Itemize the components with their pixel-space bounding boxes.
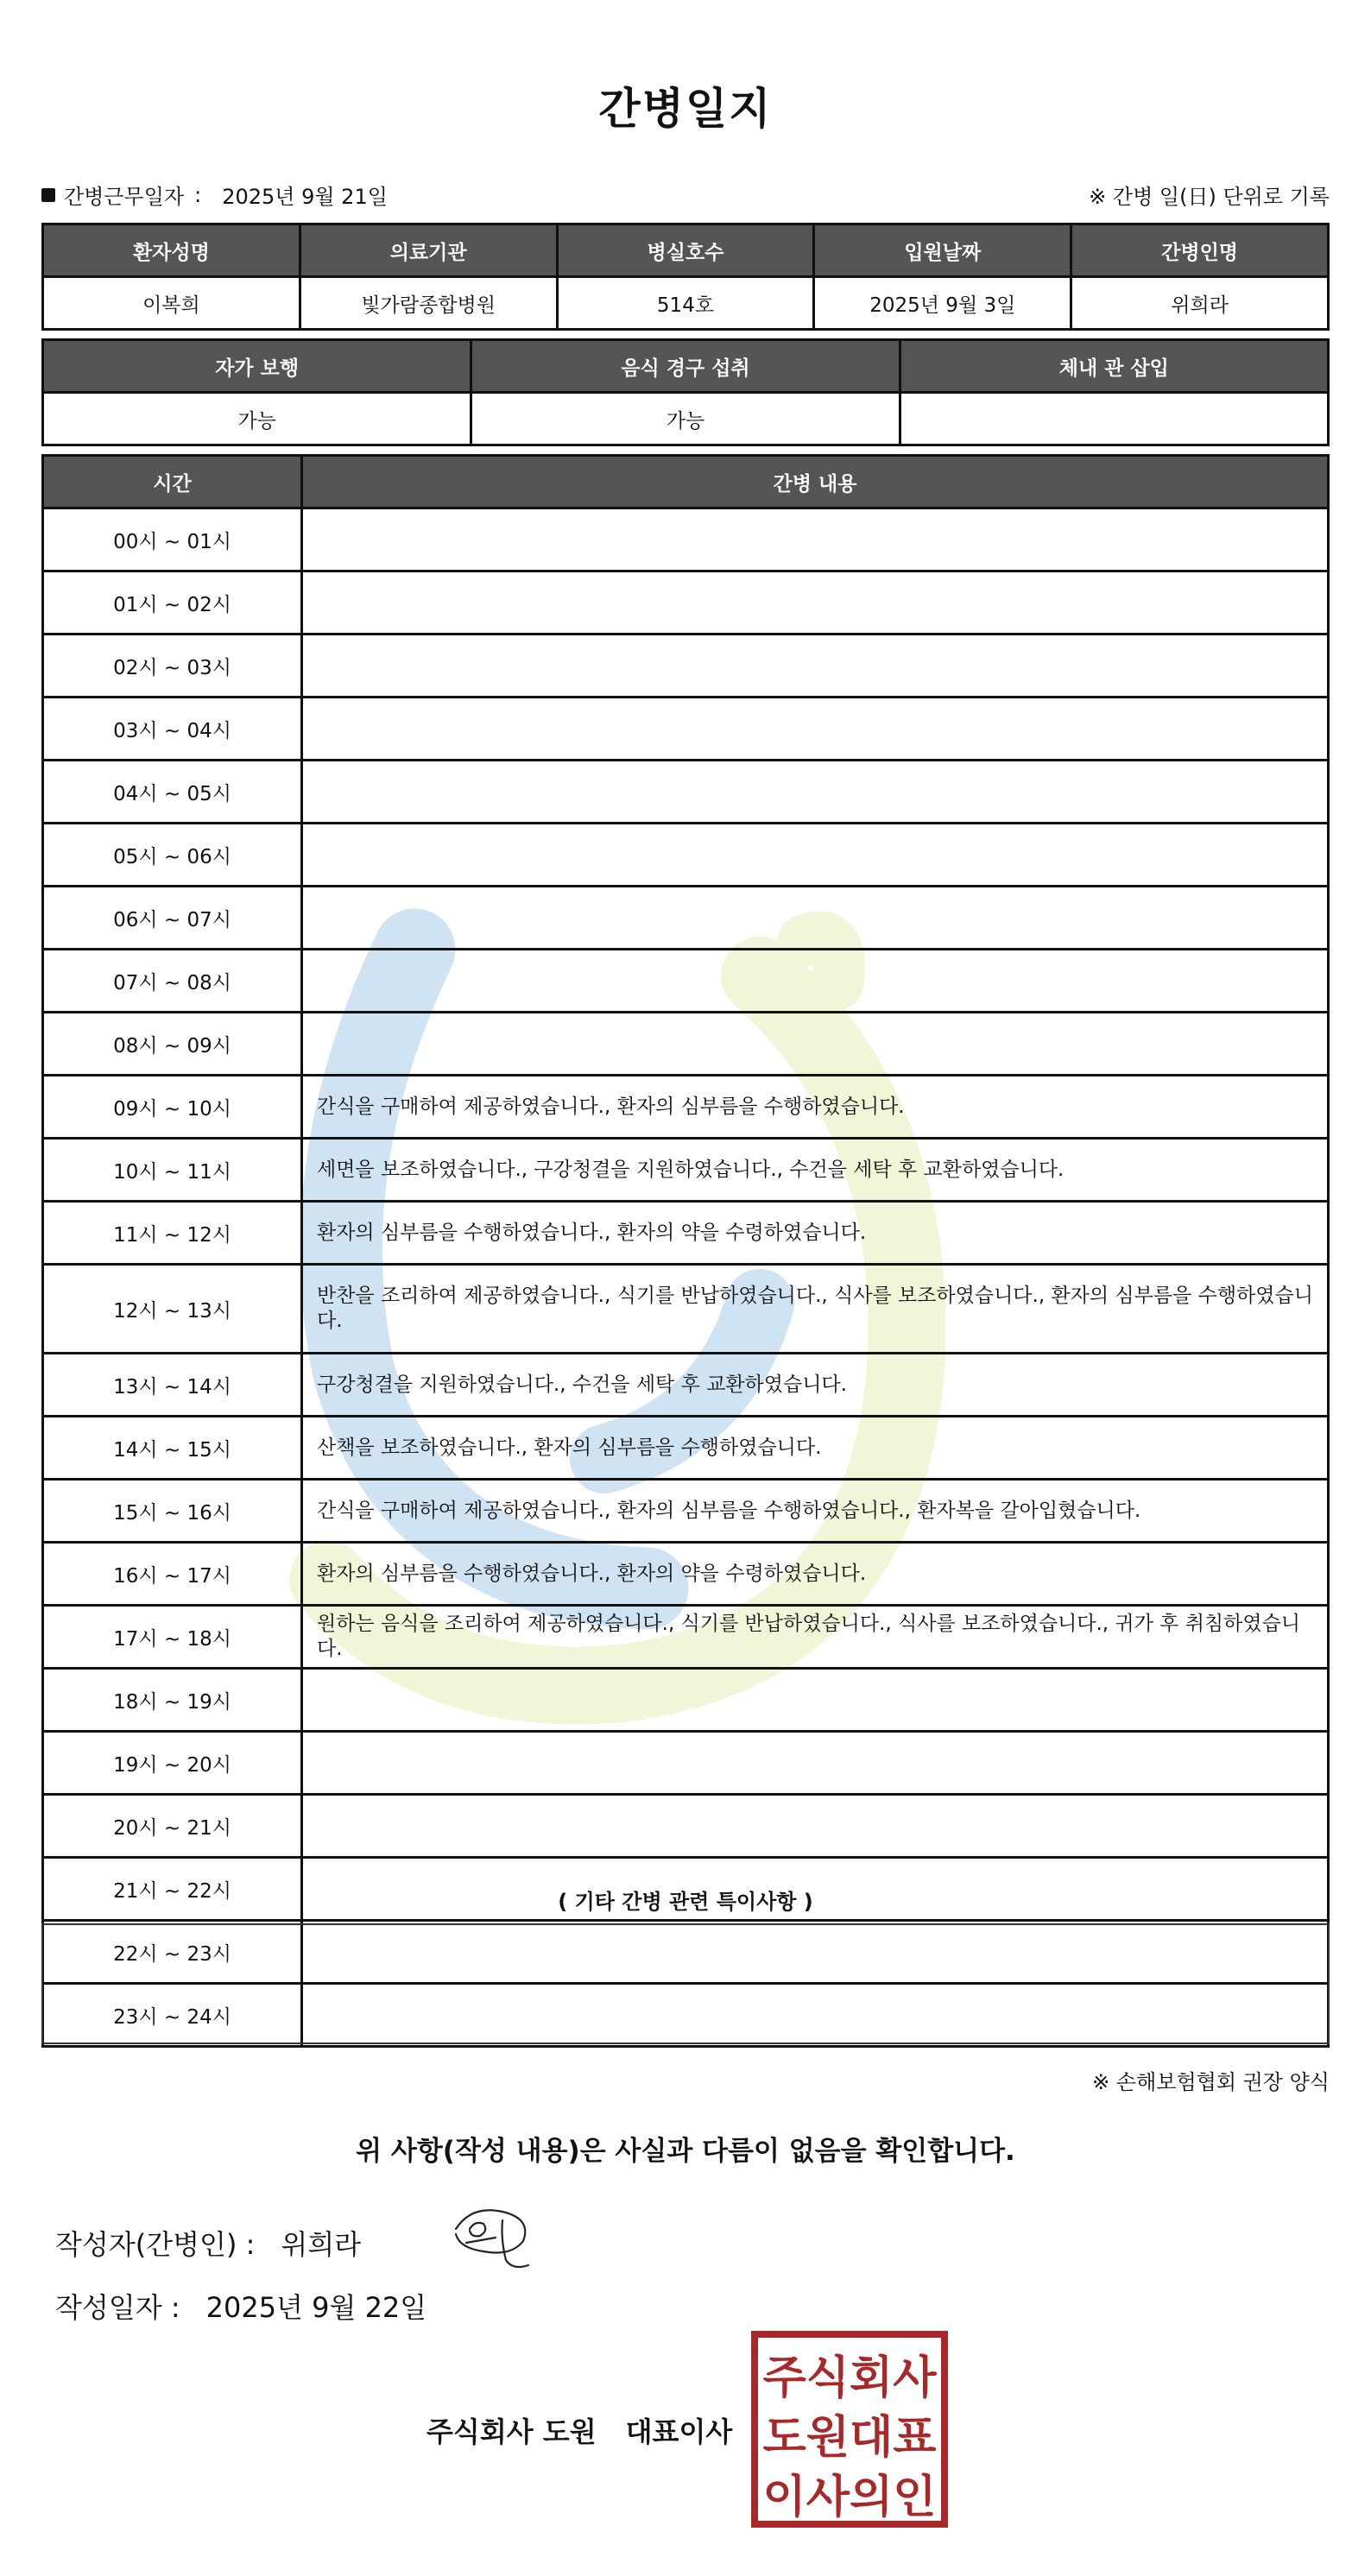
- self-walking-value: 가능: [43, 393, 471, 445]
- table-row: [43, 1795, 1329, 1858]
- handwritten-signature: [445, 2200, 540, 2277]
- table-row: [43, 1543, 1329, 1606]
- written-date-line: [55, 2286, 426, 2326]
- company-line: [426, 2410, 732, 2450]
- care-log-table: [41, 454, 1330, 2048]
- admission-date: 2025년 9월 3일: [814, 277, 1071, 330]
- time-cell: 19시 ~ 20시: [43, 1732, 302, 1795]
- company-name: 주식회사 도원: [426, 2415, 597, 2448]
- time-cell: 16시 ~ 17시: [43, 1543, 302, 1606]
- writer-line: [55, 2223, 361, 2263]
- table-row: [43, 571, 1329, 635]
- time-cell: 01시 ~ 02시: [43, 571, 302, 635]
- table-row: [43, 1076, 1329, 1139]
- time-cell: 20시 ~ 21시: [43, 1795, 302, 1858]
- written-date-value: 2025년 9월 22일: [205, 2291, 427, 2324]
- confirmation-statement: 위 사항(작성 내용)은 사실과 다름이 없음을 확인합니다.: [356, 2136, 1015, 2167]
- content-cell: 세면을 보조하였습니다., 구강청결을 지원하였습니다., 수건을 세탁 후 교환하였습니다.: [302, 1139, 1329, 1202]
- time-cell: 23시 ~ 24시: [43, 1984, 302, 2047]
- table-row: [43, 1354, 1329, 1417]
- patient-name: 이복희: [43, 277, 300, 330]
- tube-insertion-value: [900, 393, 1328, 445]
- header-patient-name: 환자성명: [43, 224, 300, 277]
- content-cell: [302, 571, 1329, 635]
- time-cell: 06시 ~ 07시: [43, 887, 302, 950]
- representative-title: 대표이사: [625, 2415, 733, 2448]
- time-cell: 08시 ~ 09시: [43, 1013, 302, 1076]
- content-cell: [302, 1669, 1329, 1732]
- content-cell: [302, 887, 1329, 950]
- header-room: 병실호수: [557, 224, 814, 277]
- time-cell: 11시 ~ 12시: [43, 1202, 302, 1265]
- time-cell: 15시 ~ 16시: [43, 1480, 302, 1543]
- time-cell: 13시 ~ 14시: [43, 1354, 302, 1417]
- time-cell: 04시 ~ 05시: [43, 761, 302, 824]
- content-cell: 구강청결을 지원하였습니다., 수건을 세탁 후 교환하였습니다.: [302, 1354, 1329, 1417]
- written-date-label: 작성일자 :: [55, 2291, 180, 2324]
- time-cell: 17시 ~ 18시: [43, 1606, 302, 1669]
- table-row: [43, 761, 1329, 824]
- table-row: [43, 1139, 1329, 1202]
- time-cell: 03시 ~ 04시: [43, 698, 302, 761]
- table-row: [43, 824, 1329, 887]
- table-row: [43, 1669, 1329, 1732]
- time-cell: 12시 ~ 13시: [43, 1265, 302, 1354]
- table-row: [43, 698, 1329, 761]
- header-self-walking: 자가 보행: [43, 340, 471, 393]
- header-hospital: 의료기관: [300, 224, 557, 277]
- table-row: [43, 1202, 1329, 1265]
- table-row: [43, 1480, 1329, 1543]
- patient-info-table: [41, 223, 1330, 331]
- content-cell: [302, 508, 1329, 571]
- form-source-note: ※ 손해보험협회 권장 양식: [1092, 2070, 1330, 2094]
- header-care-content: 간병 내용: [302, 456, 1329, 508]
- content-cell: [302, 950, 1329, 1013]
- content-cell: 간식을 구매하여 제공하였습니다., 환자의 심부름을 수행하였습니다., 환자복을 갈아입혔습니다.: [302, 1480, 1329, 1543]
- content-cell: 반찬을 조리하여 제공하였습니다., 식기를 반납하였습니다., 식사를 보조하였습니다., 환자의 심부름을 수행하였습니다.: [302, 1265, 1329, 1354]
- recording-unit-note: ※ 간병 일(日) 단위로 기록: [1089, 185, 1330, 209]
- writer-name: 위희라: [281, 2228, 362, 2261]
- header-oral-intake: 음식 경구 섭취: [471, 340, 900, 393]
- bullet-square-icon: [41, 188, 55, 202]
- time-cell: 14시 ~ 15시: [43, 1417, 302, 1480]
- special-notes-heading: ( 기타 간병 관련 특이사항 ): [558, 1890, 813, 1914]
- table-row: [43, 887, 1329, 950]
- work-date-label: 간병근무일자: [64, 185, 185, 209]
- table-row: [43, 1013, 1329, 1076]
- time-cell: 09시 ~ 10시: [43, 1076, 302, 1139]
- content-cell: [302, 1013, 1329, 1076]
- content-cell: [302, 698, 1329, 761]
- page-title: 간병일지: [598, 84, 773, 134]
- content-cell: 원하는 음식을 조리하여 제공하였습니다., 식기를 반납하였습니다., 식사를 보조하였습니다., 귀가 후 취침하였습니다.: [302, 1606, 1329, 1669]
- content-cell: [302, 1795, 1329, 1858]
- writer-label: 작성자(간병인) :: [55, 2228, 256, 2261]
- table-row: [43, 1732, 1329, 1795]
- time-cell: 00시 ~ 01시: [43, 508, 302, 571]
- time-cell: 10시 ~ 11시: [43, 1139, 302, 1202]
- caregiver-name: 위희라: [1071, 277, 1329, 330]
- table-row: [43, 1417, 1329, 1480]
- time-cell: 21시 ~ 22시: [43, 1858, 302, 1921]
- content-cell: 환자의 심부름을 수행하였습니다., 환자의 약을 수령하였습니다.: [302, 1202, 1329, 1265]
- header-admission-date: 입원날짜: [814, 224, 1071, 277]
- table-row: [43, 1265, 1329, 1354]
- time-cell: 02시 ~ 03시: [43, 635, 302, 698]
- header-time: 시간: [43, 456, 302, 508]
- seal-line-3: 이사의인: [762, 2472, 937, 2523]
- table-row: [43, 635, 1329, 698]
- work-date-value: 2025년 9월 21일: [222, 185, 388, 209]
- time-cell: 05시 ~ 06시: [43, 824, 302, 887]
- seal-line-1: 주식회사: [762, 2352, 937, 2404]
- company-seal-stamp: [751, 2331, 948, 2528]
- content-cell: [302, 761, 1329, 824]
- content-cell: [302, 1732, 1329, 1795]
- table-row: [43, 508, 1329, 571]
- content-cell: 간식을 구매하여 제공하였습니다., 환자의 심부름을 수행하였습니다.: [302, 1076, 1329, 1139]
- oral-intake-value: 가능: [471, 393, 900, 445]
- time-cell: 18시 ~ 19시: [43, 1669, 302, 1732]
- time-cell: 07시 ~ 08시: [43, 950, 302, 1013]
- work-date-separator: :: [194, 182, 202, 207]
- work-date-line: [41, 180, 388, 210]
- room-number: 514호: [557, 277, 814, 330]
- seal-line-2: 도원대표: [762, 2412, 937, 2464]
- header-caregiver-name: 간병인명: [1071, 224, 1329, 277]
- header-tube-insertion: 체내 관 삽입: [900, 340, 1328, 393]
- content-cell: [302, 635, 1329, 698]
- content-cell: [302, 824, 1329, 887]
- time-cell: 22시 ~ 23시: [43, 1921, 302, 1984]
- content-cell: 산책을 보조하였습니다., 환자의 심부름을 수행하였습니다.: [302, 1417, 1329, 1480]
- patient-status-table: [41, 338, 1330, 446]
- table-row: [43, 950, 1329, 1013]
- table-row: [43, 1606, 1329, 1669]
- content-cell: 환자의 심부름을 수행하였습니다., 환자의 약을 수령하였습니다.: [302, 1543, 1329, 1606]
- hospital-name: 빛가람종합병원: [300, 277, 557, 330]
- special-notes-box: [41, 1923, 1330, 2044]
